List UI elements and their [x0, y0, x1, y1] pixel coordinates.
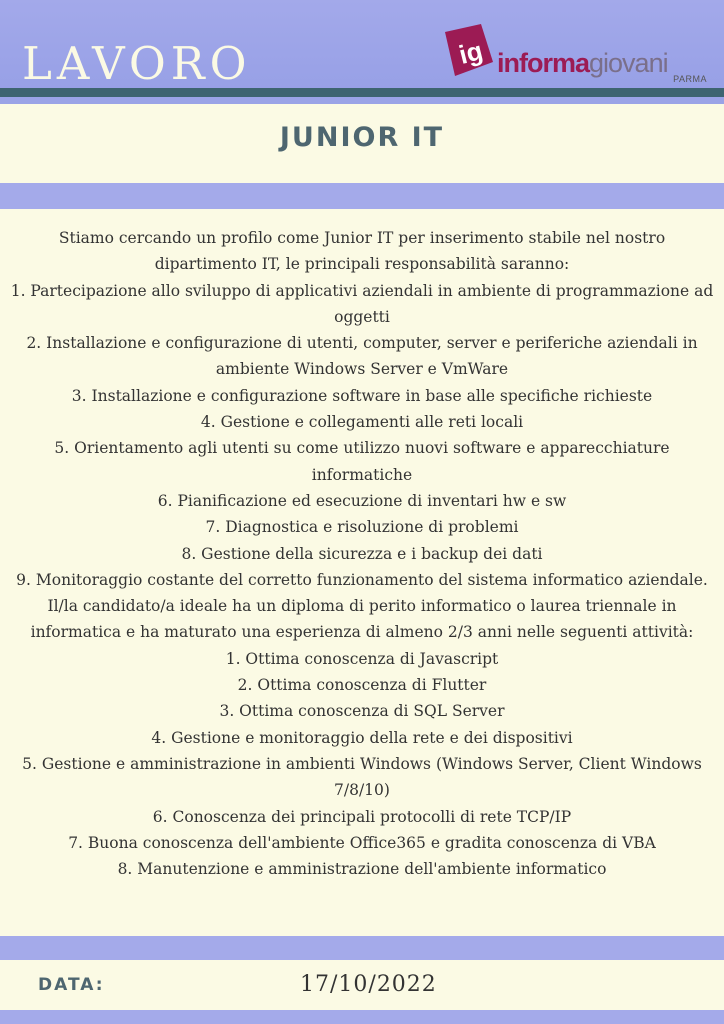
logo-subtitle: PARMA — [673, 74, 707, 84]
divider-band-top — [0, 183, 724, 209]
requirement-item: 7. Buona conoscenza dell'ambiente Office365 e gradita conoscenza di VBA — [68, 833, 656, 852]
responsibility-item: 3. Installazione e configurazione software in base alle specifiche richieste — [71, 386, 653, 405]
responsibility-item: 7. Diagnostica e risoluzione di problemi — [205, 518, 519, 537]
responsibility-item: 5. Orientamento agli utenti su come utilizzo nuovi software e apparecchiature informatiche — [54, 439, 670, 484]
responsibility-item: 4. Gestione e collegamenti alle reti locali — [200, 413, 524, 432]
divider-band-bottom — [0, 936, 724, 960]
date-label: DATA: — [38, 975, 105, 995]
requirement-item: 3. Ottima conoscenza di SQL Server — [219, 702, 505, 721]
job-title: JUNIOR IT — [279, 122, 445, 153]
requirement-item: 6. Conoscenza dei principali protocolli di rete TCP/IP — [152, 807, 572, 826]
responsibility-item: 1. Partecipazione allo sviluppo di applicativi aziendali in ambiente di programmazione ad oggetti — [10, 281, 714, 326]
svg-text:ig: ig — [455, 35, 486, 70]
section-title: LAVORO — [22, 37, 252, 90]
requirement-item: 2. Ottima conoscenza di Flutter — [237, 676, 487, 695]
logo-wordmark — [497, 48, 668, 78]
requirement-item: 4. Gestione e monitoraggio della rete e dei dispositivi — [151, 728, 573, 747]
job-description — [8, 225, 716, 882]
requirement-item: 1. Ottima conoscenza di Javascript — [225, 649, 499, 668]
date-value: 17/10/2022 — [300, 972, 437, 997]
ig-logo-icon — [441, 22, 497, 80]
footer-band — [0, 1010, 724, 1024]
responsibility-item: 2. Installazione e configurazione di utenti, computer, server e periferiche aziendali in ambiente Windows Server e VmWare — [26, 334, 698, 379]
requirements-paragraph: Il/la candidato/a ideale ha un diploma di perito informatico o laurea triennale in informatica e ha maturato una esperienza di almeno 2/3 anni nelle seguenti attività: — [30, 597, 694, 642]
intro-paragraph: Stiamo cercando un profilo come Junior IT per inserimento stabile nel nostro dipartimento IT, le principali responsabilità saranno: — [58, 229, 666, 274]
responsibility-item: 9. Monitoraggio costante del corretto funzionamento del sistema informatico aziendale. — [16, 570, 708, 589]
informagiovani-logo — [441, 22, 713, 86]
header-divider-light — [0, 97, 724, 104]
logo-word-giovani: giovani — [589, 48, 668, 78]
responsibility-item: 6. Pianificazione ed esecuzione di inventari hw e sw — [157, 491, 567, 510]
responsibility-item: 8. Gestione della sicurezza e i backup dei dati — [181, 544, 543, 563]
requirement-item: 8. Manutenzione e amministrazione dell'ambiente informatico — [117, 860, 607, 879]
requirement-item: 5. Gestione e amministrazione in ambienti Windows (Windows Server, Client Windows 7/8/10) — [22, 754, 702, 800]
logo-word-informa: informa — [497, 48, 590, 78]
